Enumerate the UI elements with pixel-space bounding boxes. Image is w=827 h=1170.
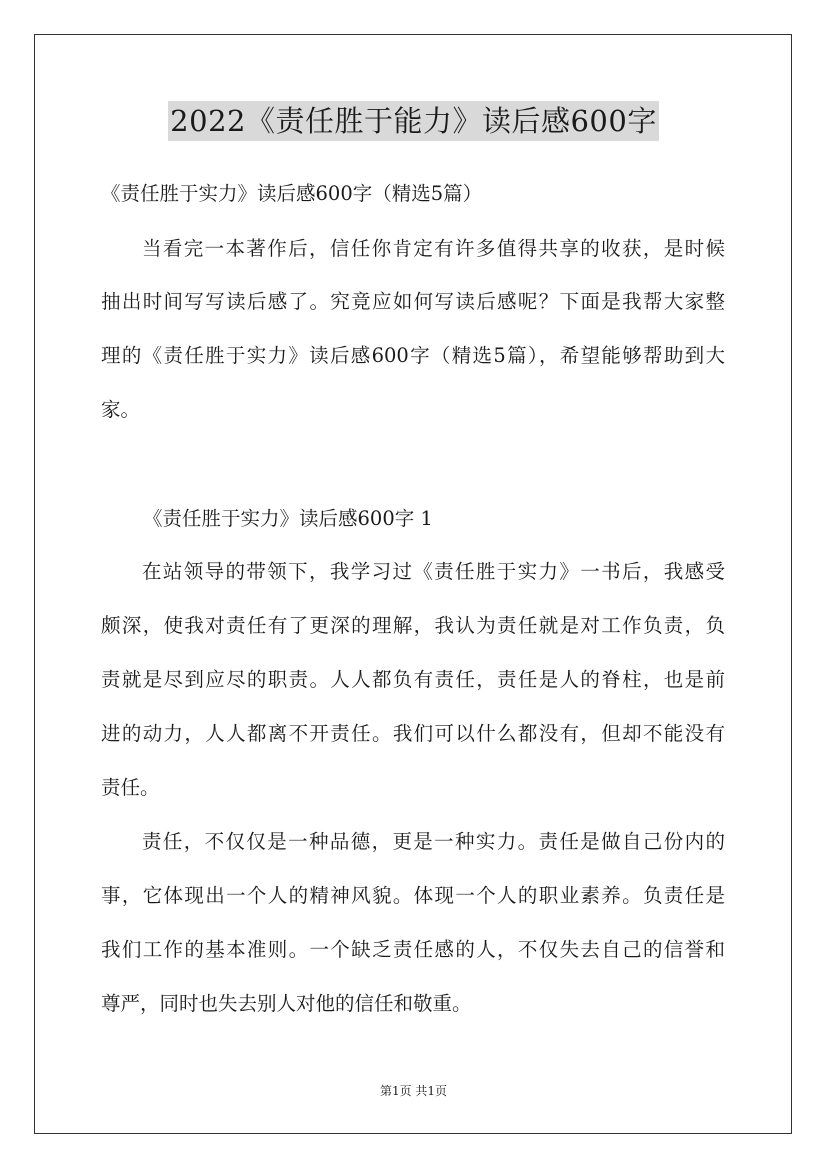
document-subtitle: 《责任胜于实力》读后感600字（精选5篇） <box>101 182 483 205</box>
paragraph2-line-1: 责任，不仅仅是一种品德，更是一种实力。责任是做自己份内的 <box>142 830 725 853</box>
paragraph1-line-4: 进的动力，人人都离不开责任。我们可以什么都没有，但却不能没有 <box>101 722 725 745</box>
page-footer: 第1页 共1页 <box>379 1084 448 1098</box>
title-container <box>0 101 827 141</box>
paragraph1-line-1: 在站领导的带领下，我学习过《责任胜于实力》一书后，我感受 <box>142 560 725 583</box>
paragraph1-line-5: 责任。 <box>101 776 160 799</box>
paragraph1-line-2: 颇深，使我对责任有了更深的理解，我认为责任就是对工作负责，负 <box>101 614 725 637</box>
paragraph2-line-2: 事，它体现出一个人的精神风貌。体现一个人的职业素养。负责任是 <box>101 884 725 907</box>
document-title: 2022《责任胜于能力》读后感600字 <box>168 101 659 141</box>
paragraph1-line-3: 责就是尽到应尽的职责。人人都负有责任，责任是人的脊柱，也是前 <box>101 668 725 691</box>
intro-line-2: 抽出时间写写读后感了。究竟应如何写读后感呢？下面是我帮大家整 <box>101 290 725 313</box>
paragraph2-line-4: 尊严，同时也失去别人对他的信任和敬重。 <box>101 992 472 1015</box>
intro-line-3: 理的《责任胜于实力》读后感600字（精选5篇），希望能够帮助到大 <box>101 344 725 367</box>
section-heading: 《责任胜于实力》读后感600字 1 <box>143 507 433 530</box>
intro-line-1: 当看完一本著作后，信任你肯定有许多值得共享的收获，是时候 <box>142 237 725 260</box>
intro-line-4: 家。 <box>101 398 141 421</box>
paragraph2-line-3: 我们工作的基本准则。一个缺乏责任感的人，不仅失去自己的信誉和 <box>101 938 725 961</box>
